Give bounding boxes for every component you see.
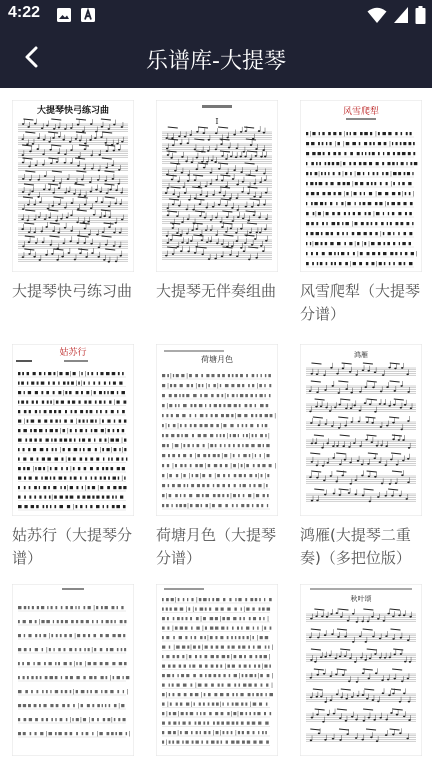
- score-thumbnail: [300, 584, 422, 756]
- sheet-heading: 大提琴快弓练习曲: [36, 106, 110, 116]
- score-thumbnail: [12, 344, 134, 516]
- signal-icon: [393, 6, 409, 28]
- sheet-heading: 荷塘月色: [201, 355, 233, 364]
- status-bar: [0, 0, 432, 30]
- score-grid: [0, 88, 432, 768]
- score-title: 姑苏行（大提琴分谱）: [12, 526, 133, 567]
- battery-icon: [415, 6, 426, 28]
- score-thumbnail: [12, 584, 134, 756]
- score-thumbnail: [300, 344, 422, 516]
- app-bar: [0, 30, 432, 88]
- score-title: 大提琴无伴奏组曲: [156, 282, 277, 300]
- score-title: 风雪爬犁（大提琴分谱）: [300, 282, 421, 323]
- sheet-heading: 姑苏行: [59, 348, 87, 358]
- a-notification-icon: [80, 7, 96, 27]
- score-thumbnail: [156, 100, 278, 272]
- status-notification-icons: [56, 7, 96, 27]
- score-title: 鸿雁(大提琴二重奏)（多把位版）: [300, 526, 411, 567]
- wifi-icon: [367, 6, 387, 28]
- score-thumbnail: [300, 100, 422, 272]
- score-title: 荷塘月色（大提琴分谱）: [156, 526, 277, 567]
- status-time: 4:22: [8, 4, 41, 21]
- score-thumbnail: [156, 344, 278, 516]
- score-title: 大提琴快弓练习曲: [12, 282, 133, 300]
- score-thumbnail: [156, 584, 278, 756]
- image-icon: [56, 7, 72, 27]
- sheet-heading: 秋叶颂: [350, 595, 372, 603]
- page-title: 乐谱库-大提琴: [146, 49, 286, 74]
- sheet-heading: 风雪爬犁: [342, 107, 380, 117]
- score-thumbnail: [12, 100, 134, 272]
- svg-text:I: I: [215, 117, 219, 126]
- status-system-icons: [367, 6, 426, 28]
- sheet-heading: 鸿雁: [354, 351, 368, 359]
